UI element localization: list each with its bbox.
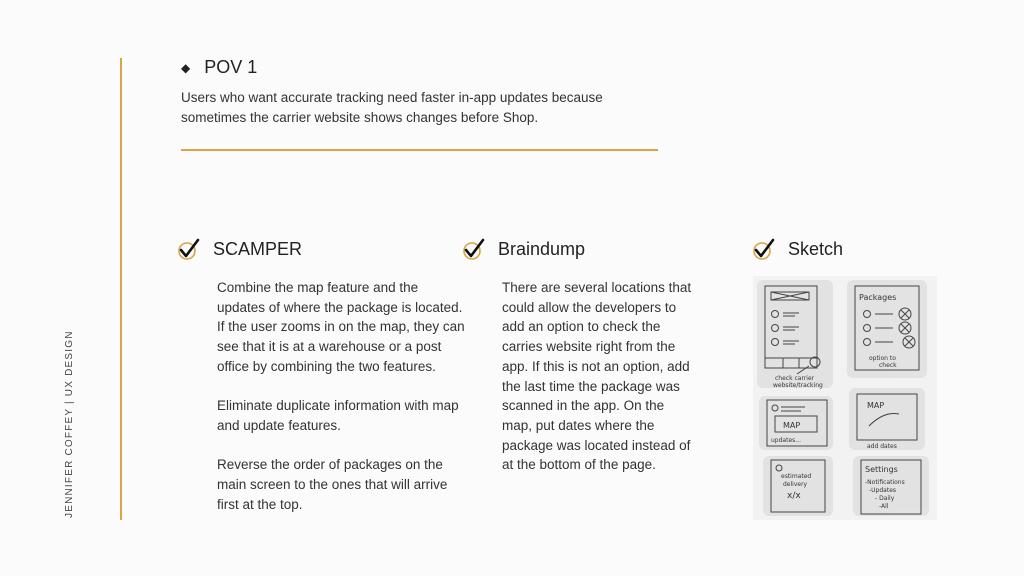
sketch-note: x/x [787,491,801,501]
sketch-note: website/tracking [773,382,823,389]
sketch-note: -Notifications [865,479,905,486]
sketch-note: MAP [867,401,885,410]
sketch-note: -All [879,503,889,510]
scamper-title: SCAMPER [213,238,303,259]
pov-title: POV 1 [204,57,258,77]
sketch-note: updates... [771,437,801,444]
wireframe-sketch-drawing [753,276,937,520]
scamper-body [217,278,467,534]
sketch-note: Settings [865,465,898,474]
sketch-note: option to [869,355,896,362]
checkmark-circle-icon [462,237,486,261]
author-side-label: JENNIFER COFFEY | UX DESIGN [64,330,75,518]
accent-vertical-line [120,58,122,520]
pov-divider [181,149,658,151]
sketch-heading [752,237,843,261]
wireframe-sketch-image [753,276,937,520]
sketch-note: estimated [781,473,812,480]
pov-heading [181,57,257,78]
scamper-paragraph: Combine the map feature and the updates of where the package is located. If the user zooms in on the map, they can see that it is at a warehouse or a post office by combining the two features. [217,280,465,374]
sketch-note: delivery [783,481,808,488]
pov-statement: Users who want accurate tracking need faster in-app updates because sometimes the carrier website shows changes before Shop. [181,90,603,125]
sketch-title: Sketch [788,238,844,259]
checkmark-circle-icon [752,237,776,261]
sketch-note: add dates [867,443,897,450]
sketch-note: check carrier [775,375,815,382]
scamper-paragraph: Reverse the order of packages on the main screen to the ones that will arrive first at the top. [217,457,448,512]
braindump-paragraph: There are several locations that could allow the developers to add an option to check the carries website right from the app. If this is not an option, add the last time the package was scanned in the app. On the map, put dates where the package was located instead of at the bottom of the page. [502,280,692,473]
sketch-note: -Updates [869,487,897,494]
braindump-heading [462,237,585,261]
sketch-note: check [879,362,897,369]
sketch-note: MAP [783,421,801,430]
braindump-body [502,278,692,495]
sketch-note: Packages [859,293,897,302]
scamper-heading [177,237,302,261]
diamond-bullet-icon: ◆ [181,60,191,75]
scamper-paragraph: Eliminate duplicate information with map and update features. [217,398,459,433]
sketch-note: - Daily [875,495,895,502]
checkmark-circle-icon [177,237,201,261]
braindump-title: Braindump [498,238,586,259]
